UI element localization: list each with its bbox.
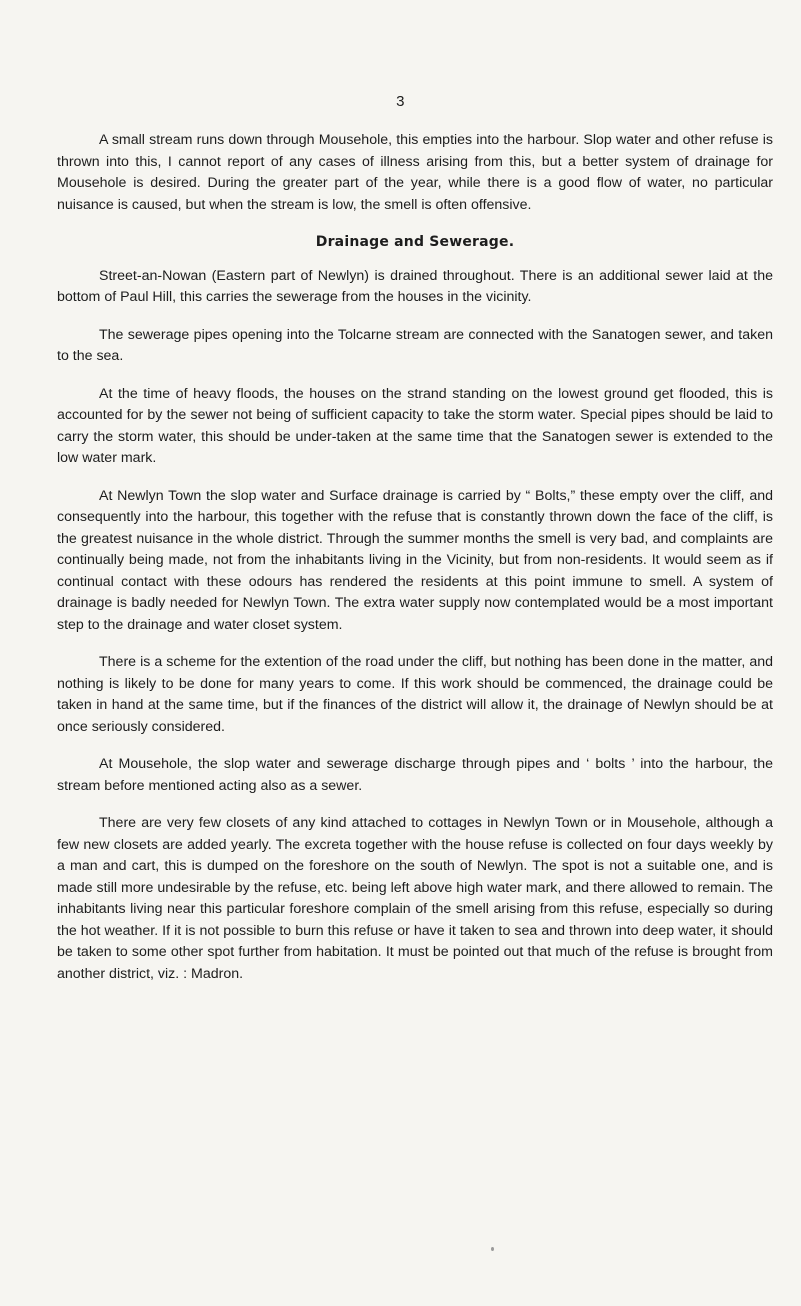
paragraph-street-an-nowan: Street-an-Nowan (Eastern part of Newlyn) is drained throughout. There is an additional sewer laid at the bottom of Paul Hill, this carries the sewerage from the houses in the vicinity. (57, 267, 773, 305)
paragraph-road-extension: There is a scheme for the extention of the road under the cliff, but nothing has been done in the matter, and nothing is likely to be done for many years to come. If this work should be commenced, the drainage could be taken in hand at the same time, but if the finances of the district will allow it, the drainage of Newlyn should be at once seriously considered. (57, 654, 773, 735)
print-speck (491, 1247, 494, 1251)
paragraph-mousehole-stream: A small stream runs down through Mousehole, this empties into the harbour. Slop water and other refuse is thrown into this, I cannot report of any cases of illness arising from this, but a better system of drainage for Mousehole is desired. During the greater part of the year, while there is a good flow of water, no particular nuisance is caused, but when the stream is low, the smell is often offensive. (57, 132, 773, 213)
paragraph-mousehole-sewerage: At Mousehole, the slop water and sewerage discharge through pipes and ‘ bolts ’ into the harbour, the stream before mentioned acting also as a sewer. (57, 756, 773, 794)
page-number: 3 (396, 93, 405, 110)
section-heading-drainage: Drainage and Sewerage. (315, 234, 515, 250)
body-text (57, 130, 773, 1001)
paragraph-heavy-floods: At the time of heavy floods, the houses on the strand standing on the lowest ground get flooded, this is accounted for by the sewer not being of sufficient capacity to take the storm water. Special pipes should be laid to carry the storm water, this should be under-taken at the same time that the Sanatogen sewer is extended to the low water mark. (57, 385, 773, 466)
paragraph-closets-refuse: There are very few closets of any kind attached to cottages in Newlyn Town or in Mousehole, although a few new closets are added yearly. The excreta together with the house refuse is collected on four days weekly by a man and cart, this is dumped on the foreshore on the south of Newlyn. The spot is not a suitable one, and is made still more undesirable by the refuse, etc. being left above high water mark, and there allowed to remain. The inhabitants living near this particular foreshore complain of the smell arising from this refuse, especially so during the hot weather. If it is not possible to burn this refuse or have it taken to sea and thrown into deep water, it should be taken to some other spot further from habitation. It must be pointed out that much of the refuse is brought from another district, viz. : Madron. (57, 815, 773, 982)
paragraph-newlyn-town-bolts: At Newlyn Town the slop water and Surface drainage is carried by “ Bolts,” these empty over the cliff, and consequently into the harbour, this together with the refuse that is constantly thrown down the face of the cliff, is the greatest nuisance in the whole district. Through the summer months the smell is very bad, and complaints are continually being made, not from the inhabitants living in the Vicinity, but from non-residents. It would seem as if continual contact with these odours has rendered the residents at this point immune to smell. A system of drainage is badly needed for Newlyn Town. The extra water supply now contemplated would be a most important step to the drainage and water closet system. (57, 487, 773, 633)
paragraph-tolcarne-stream: The sewerage pipes opening into the Tolcarne stream are connected with the Sanatogen sewer, and taken to the sea. (57, 326, 773, 364)
